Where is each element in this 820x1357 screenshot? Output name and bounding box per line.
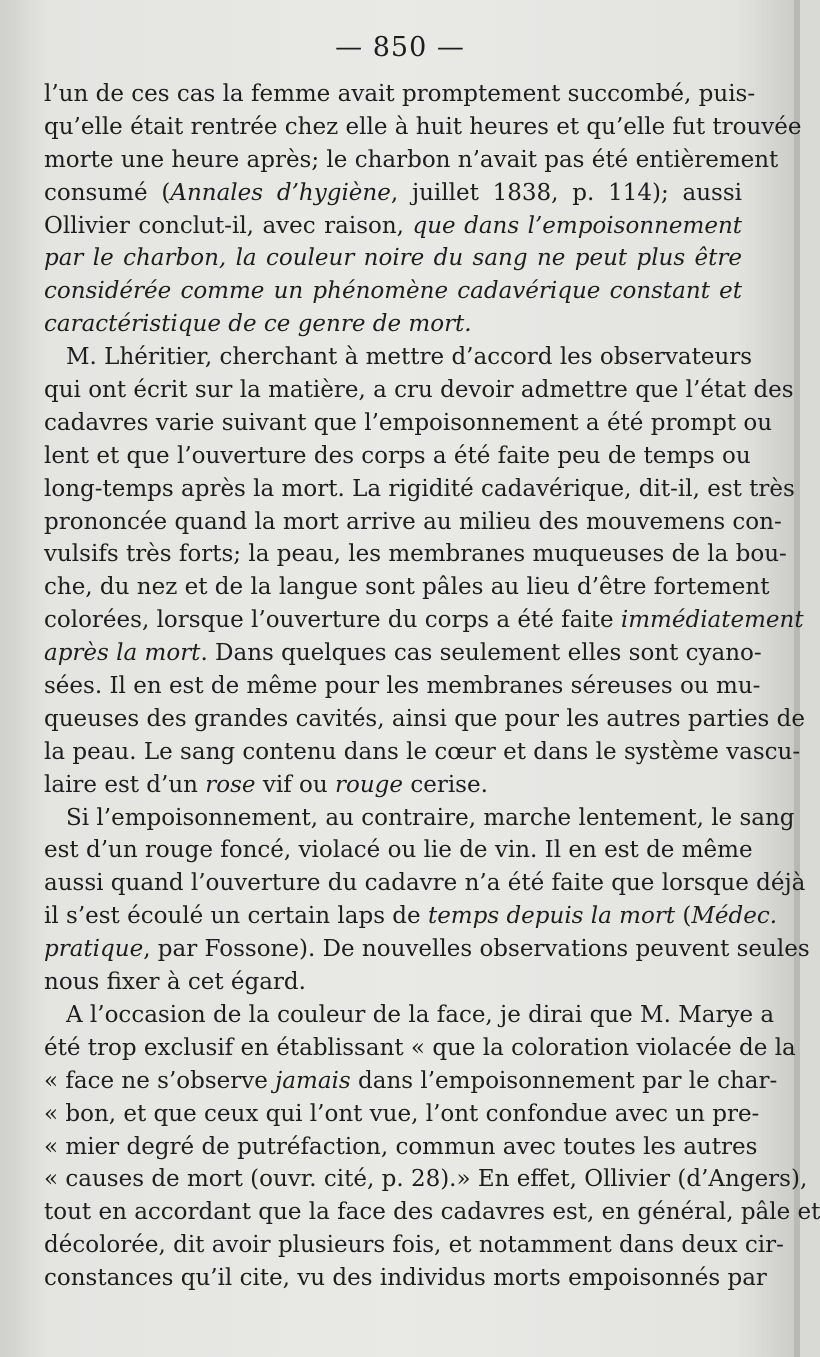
text-line	[44, 769, 742, 802]
text-line	[44, 407, 773, 440]
text-line	[44, 703, 806, 736]
text-line	[44, 670, 761, 703]
italic-text: que dans l’empoisonnement	[412, 212, 743, 239]
italic-text: après la mort	[44, 640, 201, 667]
italic-text: caractéristique de ce genre de mort.	[44, 311, 472, 338]
text-line	[44, 538, 787, 571]
text-line	[44, 1196, 820, 1229]
text-run: Si l’empoisonnement, au contraire, marche lentement, le sang	[66, 804, 795, 831]
text-run: qu’elle était rentrée chez elle à huit heures et qu’elle fut trouvée	[44, 113, 802, 140]
text-line	[44, 1262, 767, 1295]
italic-text: temps depuis la mort	[427, 903, 676, 930]
italic-text: immédiatement	[620, 607, 804, 634]
text-line	[44, 374, 794, 407]
text-run: , juillet 1838, p. 114); aussi	[390, 179, 742, 206]
text-line	[44, 210, 742, 243]
text-line	[44, 966, 742, 999]
text-run: lent et que l’ouverture des corps a été faite peu de temps ou	[44, 442, 751, 469]
text-run: « causes de mort (ouvr. cité, p. 28).» En effet, Ollivier (d’Angers),	[44, 1166, 808, 1193]
text-run: cerise.	[403, 771, 488, 798]
text-run: l’un de ces cas la femme avait promptement succombé, puis-	[44, 81, 756, 107]
text-run: « bon, et que ceux qui l’ont vue, l’ont confondue avec un pre-	[44, 1100, 760, 1127]
text-line	[44, 1032, 796, 1065]
text-line	[44, 341, 753, 374]
text-run: aussi quand l’ouverture du cadavre n’a été faite que lorsque déjà	[44, 870, 806, 897]
text-run: long-temps après la mort. La rigidité cadavérique, dit-il, est très	[44, 475, 795, 502]
text-run: , par Fossone). De nouvelles observations peuvent seules	[143, 936, 810, 963]
text-run: est d’un rouge foncé, violacé ou lie de vin. Il en est de même	[44, 837, 753, 864]
text-line	[44, 440, 751, 473]
text-line	[44, 473, 795, 506]
text-run: cadavres varie suivant que l’empoisonnement a été prompt ou	[44, 409, 773, 436]
italic-text: pratique	[44, 936, 144, 963]
text-line	[44, 802, 795, 835]
text-run: che, du nez et de la langue sont pâles au lieu d’être fortement	[44, 574, 770, 601]
text-run: qui ont écrit sur la matière, a cru devoir admettre que l’état des	[44, 377, 794, 404]
text-line	[44, 834, 753, 867]
text-line	[44, 637, 762, 670]
italic-text: considérée comme un phénomène cadavérique constant et	[44, 278, 742, 305]
text-line	[44, 867, 806, 900]
text-line	[44, 144, 779, 177]
text-line	[44, 506, 782, 539]
text-run: (	[675, 903, 692, 930]
text-run: décolorée, dit avoir plusieurs fois, et notamment dans deux cir-	[44, 1232, 784, 1259]
text-line	[44, 78, 756, 111]
text-run: vulsifs très forts; la peau, les membranes muqueuses de la bou-	[44, 541, 787, 568]
text-run: constances qu’il cite, vu des individus morts empoisonnés par	[44, 1265, 767, 1292]
text-line	[44, 1229, 784, 1262]
text-line	[44, 308, 742, 341]
text-run: Ollivier conclut-il, avec raison,	[44, 212, 413, 239]
text-line	[44, 604, 804, 637]
text-run: « mier degré de putréfaction, commun avec toutes les autres	[44, 1133, 758, 1160]
text-run: prononcée quand la mort arrive au milieu des mouvemens con-	[44, 508, 782, 535]
body-text	[44, 78, 820, 1295]
text-line	[44, 1163, 808, 1196]
text-line	[44, 1065, 778, 1098]
text-line	[44, 999, 775, 1032]
text-run: laire est d’un	[44, 771, 206, 798]
text-run: il s’est écoulé un certain laps de	[44, 903, 428, 930]
italic-text: rose	[205, 771, 256, 798]
text-line	[44, 1098, 760, 1131]
text-run: sées. Il en est de même pour les membranes séreuses ou mu-	[44, 673, 761, 700]
italic-text: jamais	[275, 1067, 351, 1094]
text-line	[44, 177, 742, 210]
text-run: tout en accordant que la face des cadavres est, en général, pâle et	[44, 1199, 820, 1226]
italic-text: par le charbon, la couleur noire du sang ne peut plus être	[44, 245, 742, 272]
text-line	[44, 900, 778, 933]
text-run: nous fixer à cet égard.	[44, 969, 306, 996]
italic-text: Annales d’hygiène	[170, 179, 391, 206]
text-line	[44, 1131, 758, 1164]
text-run: « face ne s’observe	[44, 1067, 276, 1094]
text-run: queuses des grandes cavités, ainsi que pour les autres parties de	[44, 705, 806, 732]
text-run: été trop exclusif en établissant « que la coloration violacée de la	[44, 1034, 796, 1061]
text-run: A l’occasion de la couleur de la face, je dirai que M. Marye a	[66, 1001, 775, 1028]
text-line	[44, 933, 810, 966]
text-line	[44, 571, 770, 604]
text-run: consumé (	[44, 179, 171, 206]
text-line	[44, 111, 802, 144]
text-run: . Dans quelques cas seulement elles sont cyano-	[200, 640, 762, 667]
italic-text: rouge	[335, 771, 404, 798]
text-run: la peau. Le sang contenu dans le cœur et dans le système vascu-	[44, 738, 801, 765]
text-line	[44, 242, 742, 275]
text-run: vif ou	[255, 771, 336, 798]
text-run: colorées, lorsque l’ouverture du corps a été faite	[44, 607, 621, 634]
page-number: — 850 —	[335, 32, 465, 63]
page-edge	[794, 0, 800, 1357]
text-run: M. Lhéritier, cherchant à mettre d’accord les observateurs	[66, 344, 753, 371]
text-line	[44, 275, 742, 308]
text-run: morte une heure après; le charbon n’avait pas été entièrement	[44, 146, 779, 173]
text-line	[44, 736, 801, 769]
text-run: dans l’empoisonnement par le char-	[350, 1067, 778, 1094]
italic-text: Médec.	[691, 903, 778, 930]
